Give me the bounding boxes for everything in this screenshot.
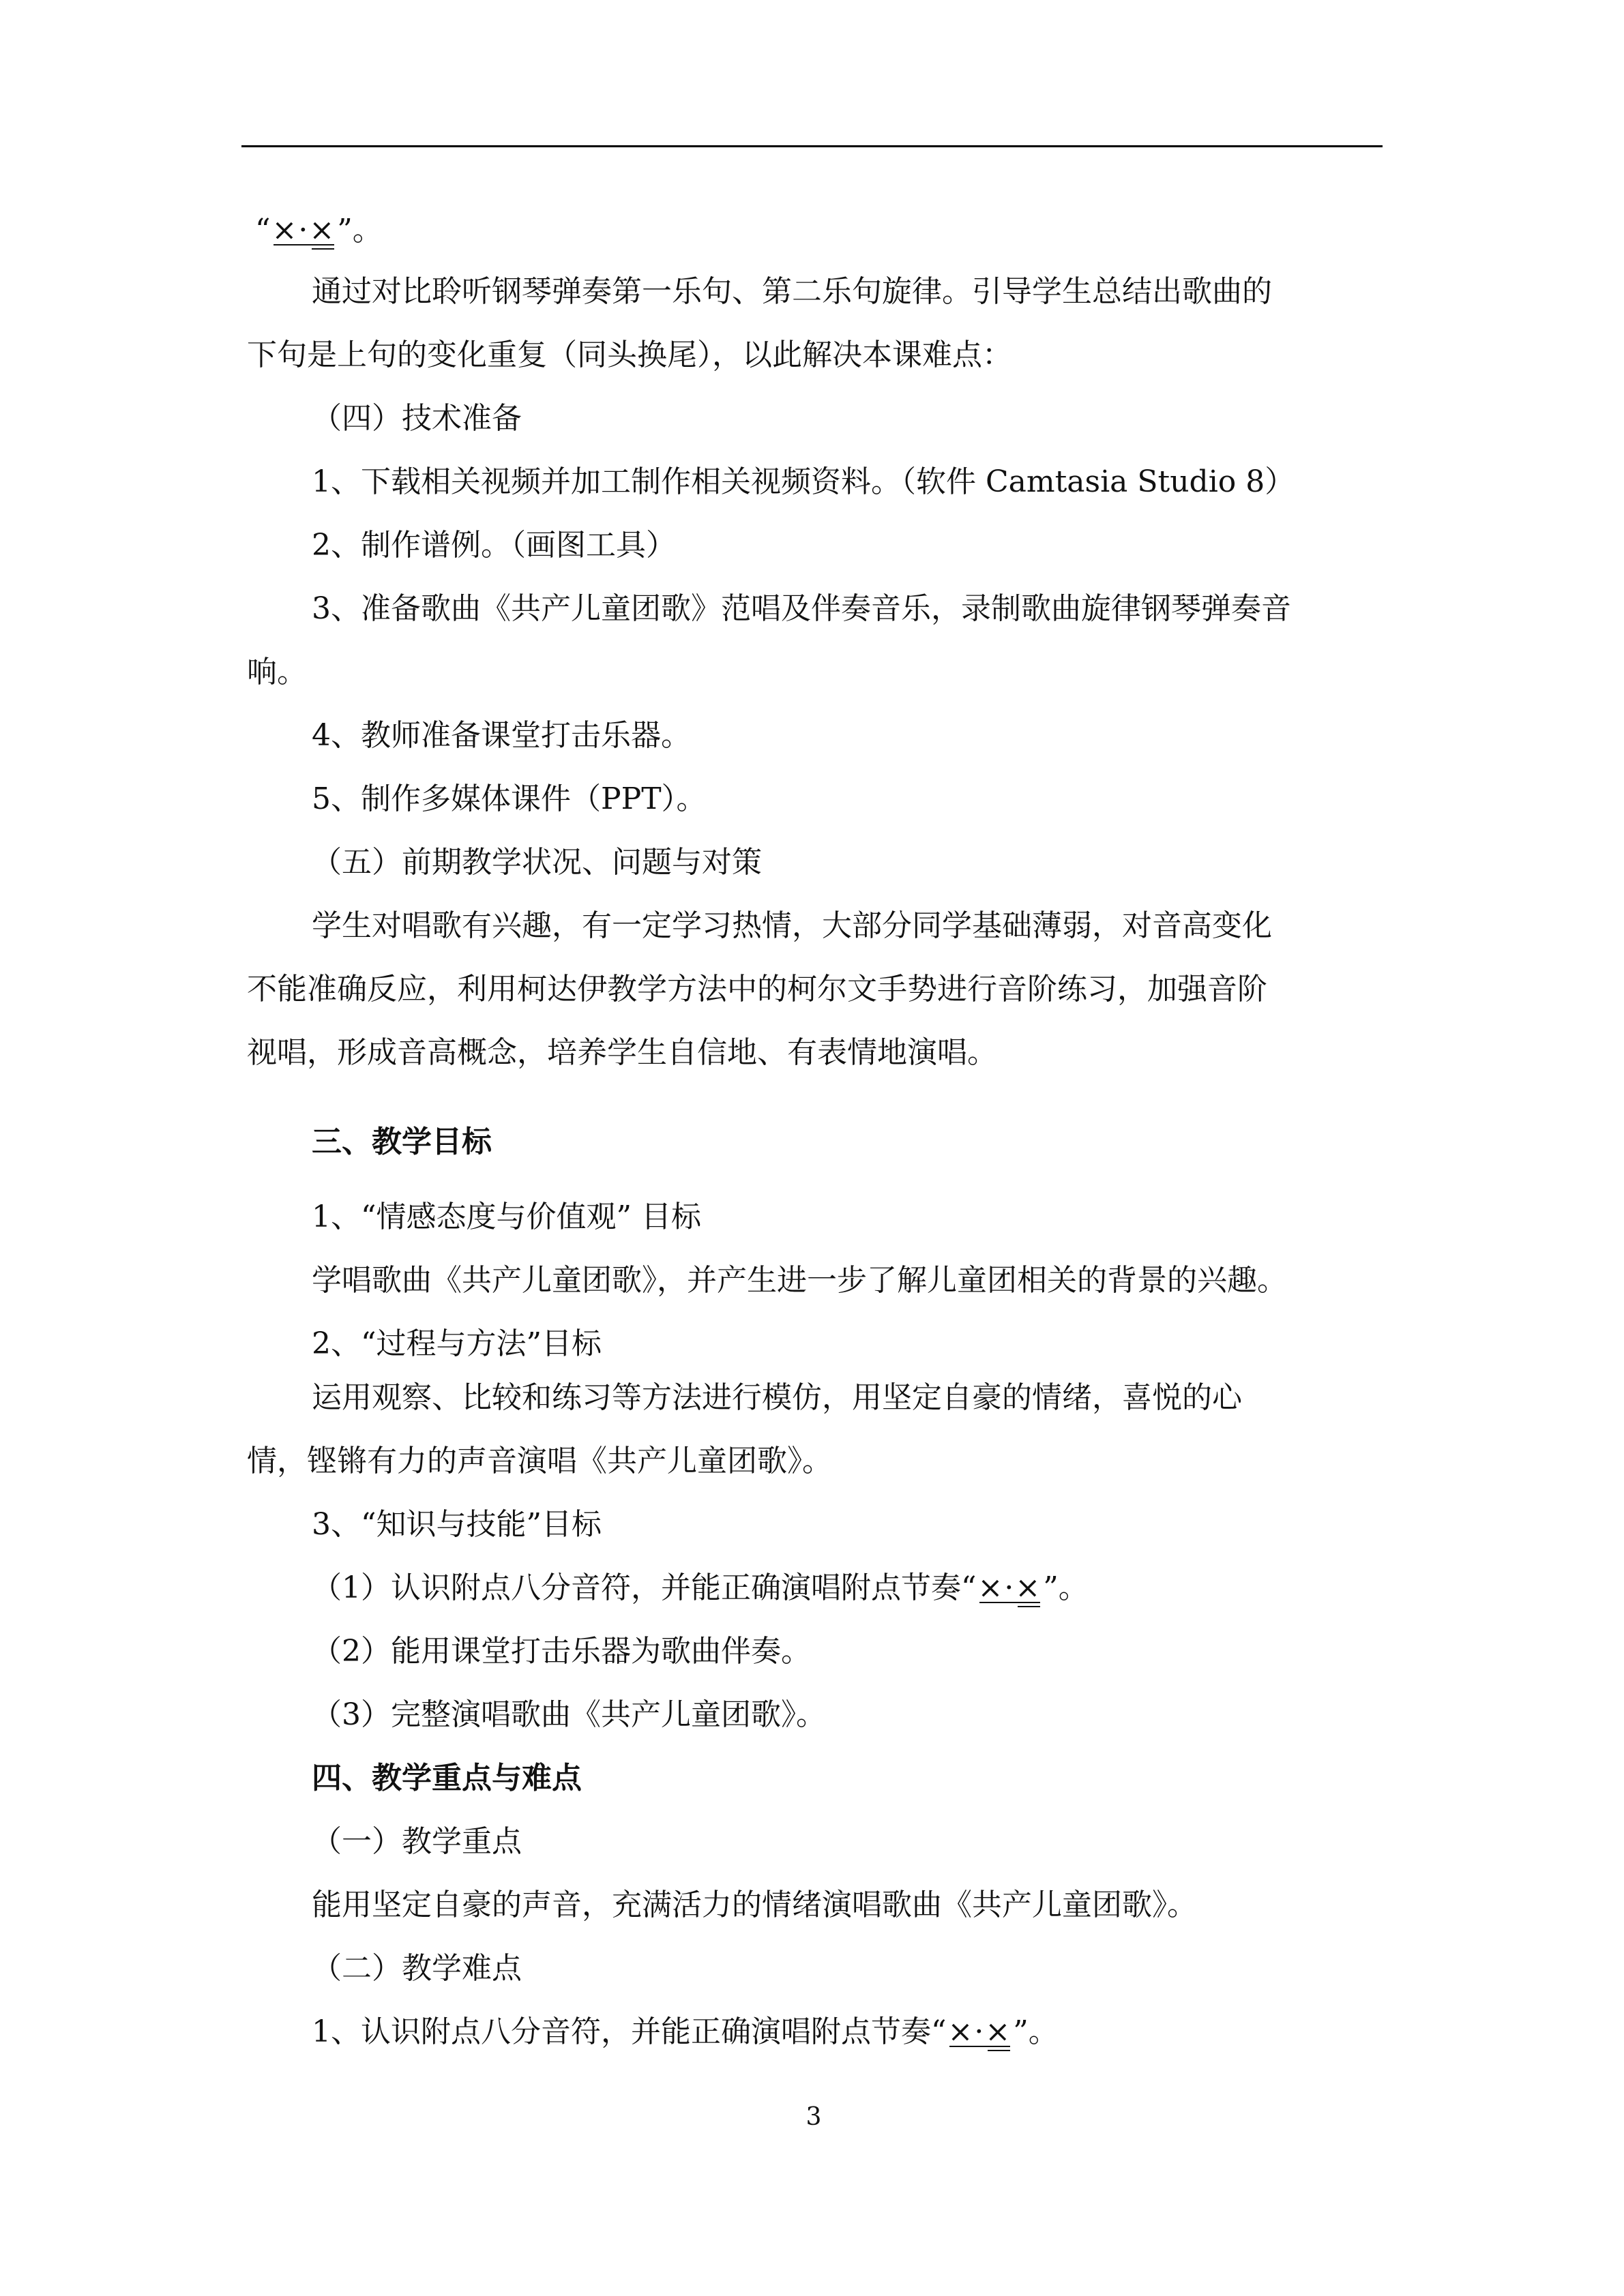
list-item: 1、下载相关视频并加工制作相关视频资料。（软件 Camtasia Studio 8） — [312, 464, 1295, 499]
list-item: 3、准备歌曲《共产儿童团歌》范唱及伴奏音乐，录制歌曲旋律钢琴弹奏音 — [312, 591, 1291, 626]
rhythm-notation: ×·× — [947, 2012, 1014, 2053]
section-heading: （五）前期教学状况、问题与对策 — [312, 845, 762, 880]
page-number: 3 — [806, 2103, 822, 2131]
text-line: 运用观察、比较和练习等方法进行模仿，用坚定自豪的情绪，喜悦的心 — [312, 1380, 1242, 1415]
text-line: 下句是上句的变化重复（同头换尾），以此解决本课难点： — [247, 338, 1012, 372]
text-line: 不能准确反应，利用柯达伊教学方法中的柯尔文手势进行音阶练习，加强音阶 — [247, 972, 1267, 1007]
text-line: 能用坚定自豪的声音，充满活力的情绪演唱歌曲《共产儿童团歌》。 — [312, 1888, 1197, 1922]
text-line: 学生对唱歌有兴趣，有一定学习热情，大部分同学基础薄弱，对音高变化 — [312, 908, 1272, 943]
section-heading: （二）教学难点 — [312, 1951, 522, 1986]
list-item: （3）完整演唱歌曲《共产儿童团歌》。 — [312, 1697, 826, 1732]
chapter-heading: 四、教学重点与难点 — [312, 1761, 582, 1795]
objective-heading: 2、“过程与方法”目标 — [312, 1326, 602, 1361]
rhythm-notation: ×·× — [271, 210, 338, 251]
chapter-heading: 三、教学目标 — [312, 1124, 492, 1159]
text-line: 学唱歌曲《共产儿童团歌》，并产生进一步了解儿童团相关的背景的兴趣。 — [312, 1263, 1287, 1298]
list-item: 5、制作多媒体课件（PPT）。 — [312, 781, 707, 816]
list-item: （1）认识附点八分音符，并能正确演唱附点节奏“×·×”。 — [312, 1568, 1089, 1609]
rhythm-notation: ×·× — [977, 1568, 1044, 1609]
text-line: “×·×”。 — [255, 210, 383, 251]
list-item: 1、认识附点八分音符，并能正确演唱附点节奏“×·×”。 — [312, 2012, 1059, 2053]
list-item: （2）能用课堂打击乐器为歌曲伴奏。 — [312, 1634, 811, 1669]
objective-heading: 3、“知识与技能”目标 — [312, 1507, 602, 1542]
text-line: 通过对比聆听钢琴弹奏第一乐句、第二乐句旋律。引导学生总结出歌曲的 — [312, 274, 1272, 309]
list-item: 2、制作谱例。（画图工具） — [312, 528, 676, 563]
list-item: 4、教师准备课堂打击乐器。 — [312, 718, 691, 753]
text-line: 情，铿锵有力的声音演唱《共产儿童团歌》。 — [247, 1444, 832, 1478]
objective-heading: 1、“情感态度与价值观” 目标 — [312, 1199, 701, 1234]
text-line: 响。 — [247, 655, 307, 689]
header-rule — [241, 145, 1383, 147]
text-line: 视唱，形成音高概念，培养学生自信地、有表情地演唱。 — [247, 1035, 997, 1070]
section-heading: （一）教学重点 — [312, 1824, 522, 1859]
section-heading: （四）技术准备 — [312, 401, 522, 436]
